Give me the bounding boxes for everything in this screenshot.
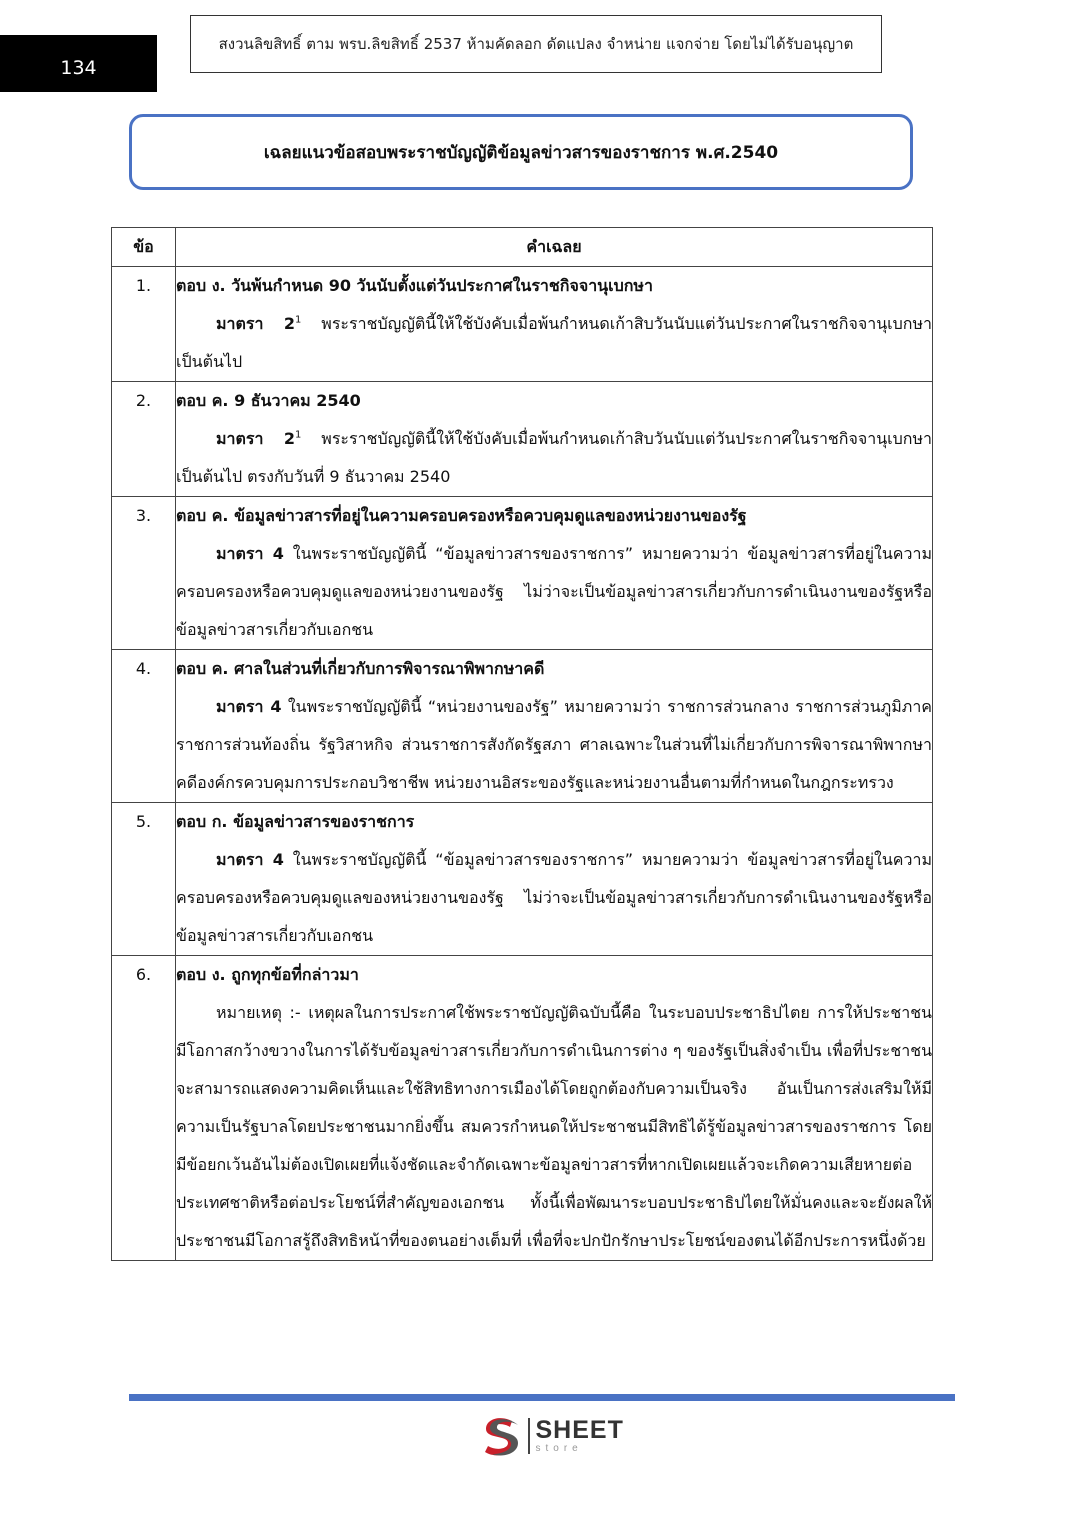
- explanation-text: ในพระราชบัญญัตินี้ “ข้อมูลข่าวสารของราชการ” หมายความว่า ข้อมูลข่าวสารที่อยู่ในความครอบครองหรือควบคุมดูแลของหน่วยงานของรัฐ ไม่ว่าจะเป็นข้อมูลข่าวสารเกี่ยวกับการดำเนินงานของรัฐหรือข้อมูลข่าวสารเกี่ยวกับเอกชน: [176, 544, 933, 639]
- answer-cell: [176, 497, 933, 650]
- page-title: เฉลยแนวข้อสอบพระราชบัญญัติข้อมูลข่าวสารของราชการ พ.ศ.2540: [129, 114, 913, 190]
- sheet-store-logo-icon: [478, 1413, 524, 1459]
- explanation-text: ในพระราชบัญญัตินี้ “ข้อมูลข่าวสารของราชการ” หมายความว่า ข้อมูลข่าวสารที่อยู่ในความครอบครองหรือควบคุมดูแลของหน่วยงานของรัฐ ไม่ว่าจะเป็นข้อมูลข่าวสารเกี่ยวกับการดำเนินงานของรัฐหรือข้อมูลข่าวสารเกี่ยวกับเอกชน: [176, 850, 933, 945]
- section-ref: มาตรา 4: [216, 544, 284, 563]
- item-number: 2.: [112, 382, 176, 497]
- item-number: 3.: [112, 497, 176, 650]
- answer-choice: ตอบ ง. ถูกทุกข้อที่กล่าวมา: [176, 965, 359, 984]
- table-header-row: [112, 228, 933, 267]
- header-no: ข้อ: [112, 228, 176, 267]
- sheet-store-logo: [478, 1413, 624, 1459]
- header-answer: คำเฉลย: [176, 228, 933, 267]
- item-number: 4.: [112, 650, 176, 803]
- logo-separator: [528, 1418, 530, 1454]
- answer-choice: ตอบ ก. ข้อมูลข่าวสารของราชการ: [176, 812, 415, 831]
- answer-explanation: [176, 688, 932, 802]
- answer-cell: [176, 267, 933, 382]
- table-row: [112, 267, 933, 382]
- table-row: [112, 497, 933, 650]
- table-row: [112, 956, 933, 1261]
- answer-choice: ตอบ ง. วันพ้นกำหนด 90 วันนับตั้งแต่วันประกาศในราชกิจจานุเบกษา: [176, 276, 653, 295]
- footnote-mark: 1: [295, 429, 302, 441]
- logo-word: SHEET: [535, 1416, 624, 1444]
- section-ref: มาตรา 4: [216, 850, 284, 869]
- footer-divider: [129, 1394, 955, 1401]
- table-row: [112, 803, 933, 956]
- table-row: [112, 650, 933, 803]
- logo-text: [536, 1418, 624, 1454]
- answer-table: [111, 227, 933, 1261]
- answer-cell: [176, 803, 933, 956]
- answer-cell: [176, 956, 933, 1261]
- table-row: [112, 382, 933, 497]
- footnote-mark: 1: [295, 314, 302, 326]
- answer-explanation: [176, 420, 932, 496]
- answer-explanation: [176, 841, 932, 955]
- answer-explanation: [176, 305, 932, 381]
- item-number: 1.: [112, 267, 176, 382]
- answer-cell: [176, 382, 933, 497]
- answer-choice: ตอบ ค. ข้อมูลข่าวสารที่อยู่ในความครอบครองหรือควบคุมดูแลของหน่วยงานของรัฐ: [176, 506, 747, 525]
- explanation-text: ในพระราชบัญญัตินี้ “หน่วยงานของรัฐ” หมายความว่า ราชการส่วนกลาง ราชการส่วนภูมิภาค ราชการส่วนท้องถิ่น รัฐวิสาหกิจ ส่วนราชการสังกัดรัฐสภา ศาลเฉพาะในส่วนที่ไม่เกี่ยวกับการพิจารณาพิพากษาคดีองค์กรควบคุมการประกอบวิชาชีพ หน่วยงานอิสระของรัฐและหน่วยงานอื่นตามที่กำหนดในกฎกระทรวง: [176, 697, 933, 792]
- answer-choice: ตอบ ค. 9 ธันวาคม 2540: [176, 391, 361, 410]
- section-ref: มาตรา 2: [216, 429, 296, 448]
- answer-explanation: [176, 994, 932, 1260]
- answer-explanation: [176, 535, 932, 649]
- copyright-notice: สงวนลิขสิทธิ์ ตาม พรบ.ลิขสิทธิ์ 2537 ห้ามคัดลอก ดัดแปลง จำหน่าย แจกจ่าย โดยไม่ได้รับอนุญาต: [190, 15, 882, 73]
- explanation-text: พระราชบัญญัตินี้ให้ใช้บังคับเมื่อพ้นกำหนดเก้าสิบวันนับแต่วันประกาศในราชกิจจานุเบกษาเป็นต้นไป ตรงกับวันที่ 9 ธันวาคม 2540: [176, 429, 932, 486]
- page-number: 134: [0, 35, 157, 92]
- section-ref: มาตรา 2: [216, 314, 296, 333]
- item-number: 6.: [112, 956, 176, 1261]
- explanation-text: พระราชบัญญัตินี้ให้ใช้บังคับเมื่อพ้นกำหนดเก้าสิบวันนับแต่วันประกาศในราชกิจจานุเบกษาเป็นต้นไป: [176, 314, 932, 371]
- section-ref: มาตรา 4: [216, 697, 282, 716]
- logo-subword: store: [535, 1443, 583, 1454]
- answer-choice: ตอบ ค. ศาลในส่วนที่เกี่ยวกับการพิจารณาพิพากษาคดี: [176, 659, 545, 678]
- item-number: 5.: [112, 803, 176, 956]
- explanation-text: หมายเหตุ :- เหตุผลในการประกาศใช้พระราชบัญญัติฉบับนี้คือ ในระบอบประชาธิปไตย การให้ประชาชนมีโอกาสกว้างขวางในการได้รับข้อมูลข่าวสารเกี่ยวกับการดำเนินการต่าง ๆ ของรัฐเป็นสิ่งจำเป็น เพื่อที่ประชาชนจะสามารถแสดงความคิดเห็นและใช้สิทธิทางการเมืองได้โดยถูกต้องกับความเป็นจริง อันเป็นการส่งเสริมให้มีความเป็นรัฐบาลโดยประชาชนมากยิ่งขึ้น สมควรกำหนดให้ประชาชนมีสิทธิได้รู้ข้อมูลข่าวสารของราชการ โดยมีข้อยกเว้นอันไม่ต้องเปิดเผยที่แจ้งชัดและจำกัดเฉพาะข้อมูลข่าวสารที่หากเปิดเผยแล้วจะเกิดความเสียหายต่อประเทศชาติหรือต่อประโยชน์ที่สำคัญของเอกชน ทั้งนี้เพื่อพัฒนาระบอบประชาธิปไตยให้มั่นคงและจะยังผลให้ประชาชนมีโอกาสรู้ถึงสิทธิหน้าที่ของตนอย่างเต็มที่ เพื่อที่จะปกปักรักษาประโยชน์ของตนได้อีกประการหนึ่งด้วย: [176, 1003, 932, 1250]
- answer-cell: [176, 650, 933, 803]
